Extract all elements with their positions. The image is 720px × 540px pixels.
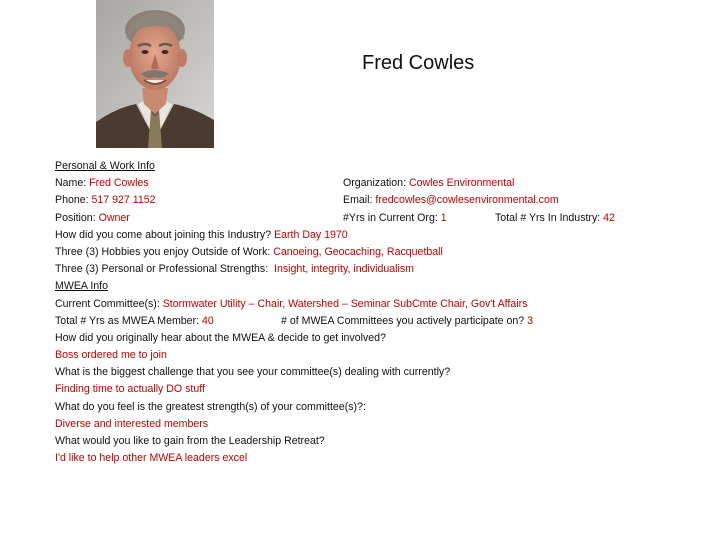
org-label: Organization: (343, 177, 409, 190)
org-field (343, 175, 514, 192)
strength-answer: Diverse and interested members (55, 417, 209, 430)
position-label: Position: (55, 211, 99, 224)
mwea-heading-line (55, 278, 695, 295)
hear-question: How did you originally hear about the MWEA & decide to get involved? (55, 331, 386, 344)
hear-answer: Boss ordered me to join (55, 349, 167, 362)
gain-answer: I'd like to help other MWEA leaders excel (55, 452, 248, 465)
personal-heading: Personal & Work Info (55, 160, 155, 172)
personal-heading-line (55, 158, 695, 175)
email-value: fredcowles@cowlesenvironmental.com (375, 194, 559, 207)
strength-question-line (55, 399, 695, 416)
joined-line (55, 227, 695, 244)
name-org-line (55, 175, 695, 192)
hear-question-line (55, 330, 695, 347)
position-years-line (55, 210, 695, 227)
committees-label: Current Committee(s): (55, 297, 163, 310)
name-value: Fred Cowles (89, 177, 149, 190)
page-title: Fred Cowles (362, 52, 475, 74)
strengths-value: Insight, integrity, individualism (274, 263, 414, 276)
org-value: Cowles Environmental (408, 177, 515, 190)
yrs-org-value: 1 (440, 211, 447, 224)
phone-label: Phone: (55, 194, 92, 207)
phone-value: 517 927 1152 (91, 194, 156, 207)
num-committees-value: 3 (527, 314, 534, 327)
gain-answer-line (55, 450, 695, 467)
yrs-member-label: Total # Yrs as MWEA Member: (55, 314, 202, 327)
gain-question-line (55, 433, 695, 450)
hobbies-value: Canoeing, Geocaching, Racquetball (273, 245, 443, 258)
phone-email-line (55, 192, 695, 209)
challenge-question: What is the biggest challenge that you see your committee(s) dealing with currently? (55, 366, 451, 379)
hobbies-line (55, 244, 695, 261)
profile-photo (96, 0, 214, 148)
challenge-question-line (55, 364, 695, 381)
profile-content (55, 158, 695, 467)
hear-answer-line (55, 347, 695, 364)
yrs-industry-label: Total # Yrs In Industry: (495, 211, 604, 224)
num-committees-field (281, 313, 533, 330)
strengths-line (55, 261, 695, 278)
position-value: Owner (98, 211, 130, 224)
name-label: Name: (55, 177, 90, 190)
gain-question: What would you like to gain from the Leadership Retreat? (55, 435, 325, 447)
email-label: Email: (343, 194, 376, 207)
committees-line (55, 296, 695, 313)
challenge-answer-line (55, 381, 695, 398)
yrs-industry-value: 42 (603, 211, 615, 224)
joined-value: Earth Day 1970 (274, 228, 348, 241)
yrs-member-value: 40 (201, 314, 214, 327)
strength-question: What do you feel is the greatest strength(s) of your committee(s)?: (55, 400, 366, 413)
yrs-industry-field (495, 210, 615, 227)
mwea-heading: MWEA Info (55, 280, 108, 293)
portrait-image (96, 0, 214, 148)
strength-answer-line (55, 416, 695, 433)
joined-label: How did you come about joining this Industry? (55, 228, 275, 241)
num-committees-label: # of MWEA Committees you actively participate on? (281, 314, 528, 327)
hobbies-label: Three (3) Hobbies you enjoy Outside of Work: (55, 245, 274, 258)
yrs-org-label: #Yrs in Current Org: (343, 211, 441, 224)
email-field (343, 192, 559, 209)
membership-line (55, 313, 695, 330)
committees-value: Stormwater Utility – Chair, Watershed – Seminar SubCmte Chair, Gov't Affairs (162, 297, 528, 310)
strengths-label: Three (3) Personal or Professional Strengths: (55, 263, 275, 276)
yrs-org-field (343, 210, 447, 227)
challenge-answer: Finding time to actually DO stuff (55, 383, 205, 396)
